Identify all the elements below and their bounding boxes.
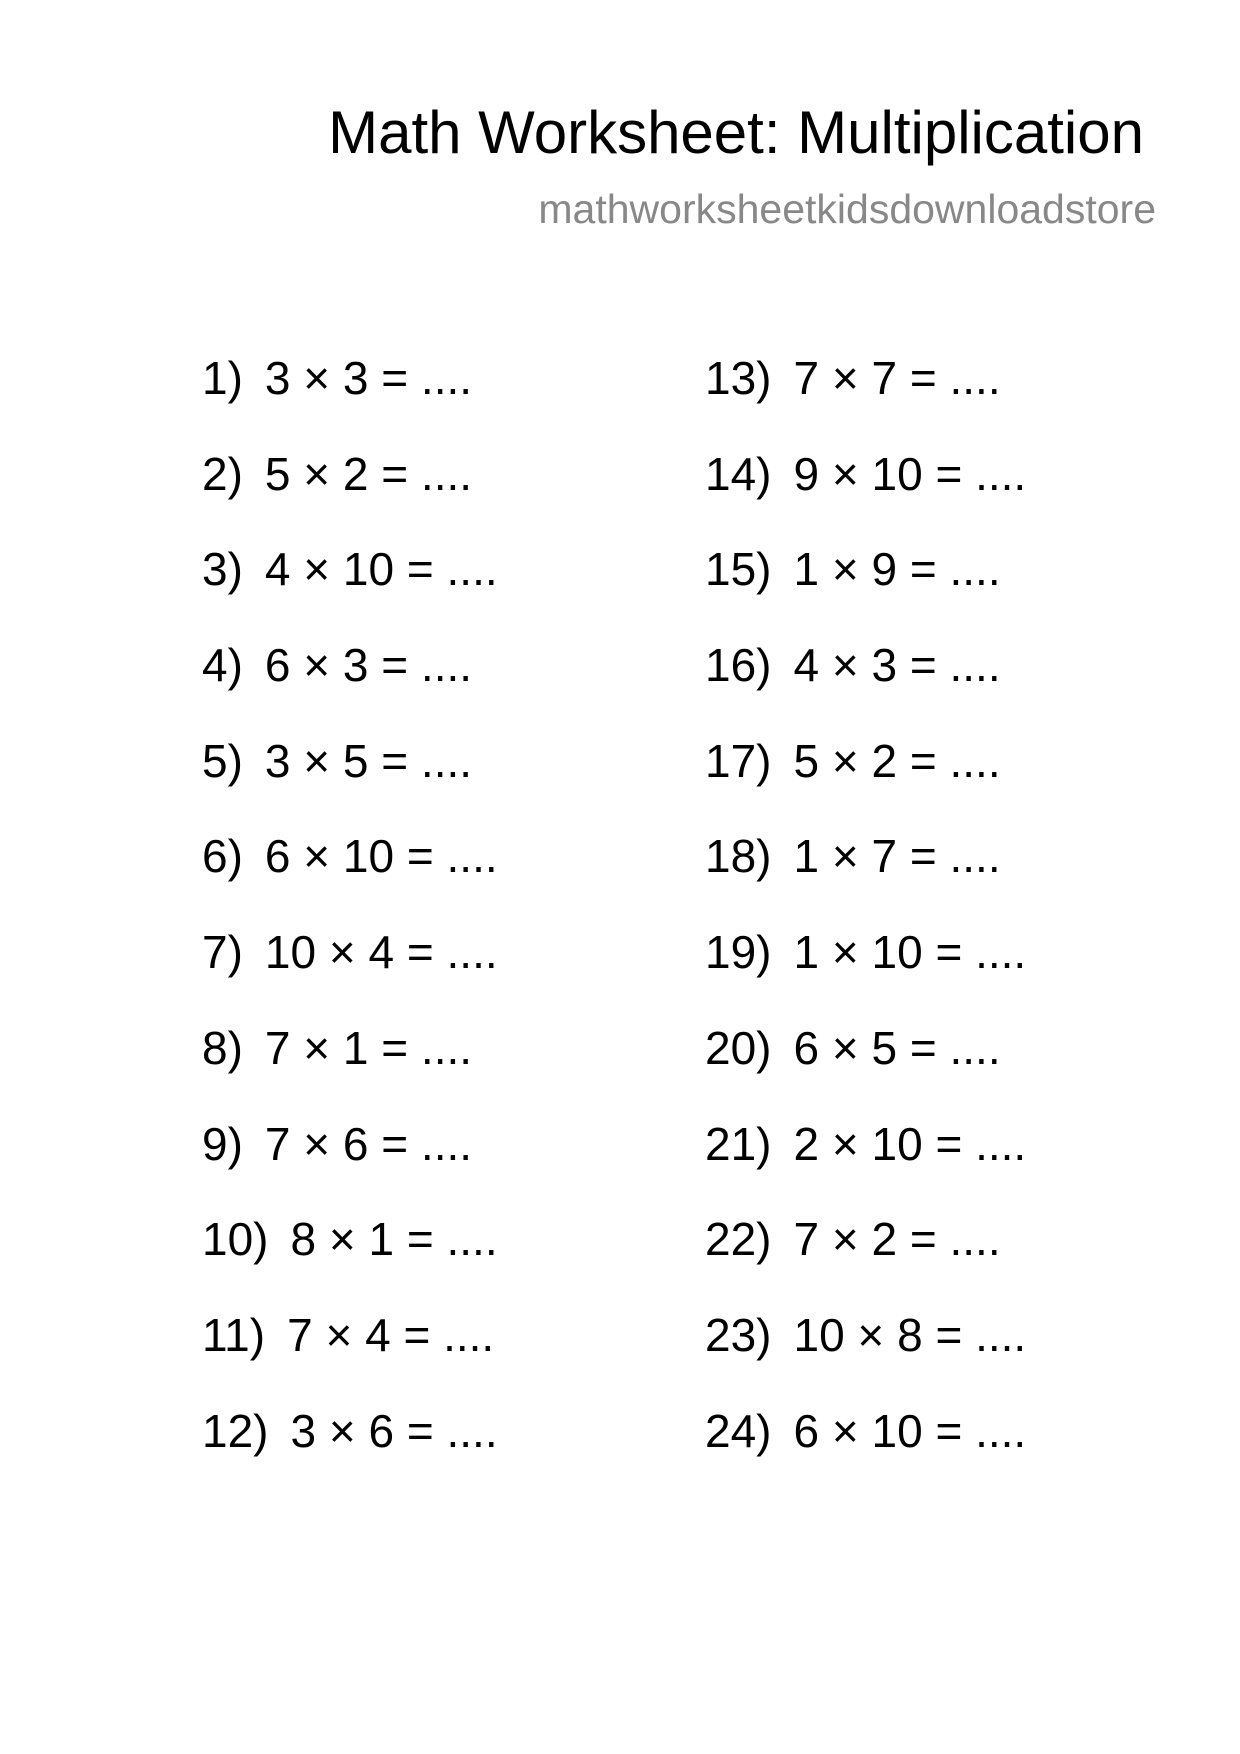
problem-item [705,635,1026,731]
problem-expression: 4 × 3 = .... [793,639,1001,692]
problem-item [705,922,1026,1018]
problem-number: 17) [705,734,772,787]
problem-item [202,444,498,540]
problem-number: 19) [705,926,772,979]
problem-item [705,444,1026,540]
problem-item [705,731,1026,827]
problem-expression: 10 × 4 = .... [264,926,498,979]
problem-item [202,1209,498,1305]
problem-expression: 1 × 7 = .... [793,830,1001,883]
problem-item [202,1114,498,1210]
problem-number: 8) [202,1021,243,1074]
problem-number: 3) [202,543,243,596]
problem-item [202,1305,498,1401]
problem-item [202,539,498,635]
problem-number: 12) [202,1404,269,1457]
problem-number: 6) [202,830,243,883]
problem-number: 20) [705,1021,772,1074]
problem-item [705,1401,1026,1497]
problem-expression: 9 × 10 = .... [793,447,1027,500]
problem-number: 16) [705,639,772,692]
problem-number: 1) [202,352,243,404]
problem-number: 4) [202,639,243,692]
problem-item [705,1018,1026,1114]
problem-item [705,1114,1026,1210]
problem-expression: 7 × 6 = .... [264,1117,473,1170]
problem-item [705,1209,1026,1305]
problem-expression: 1 × 9 = .... [793,543,1001,596]
problem-number: 14) [705,447,772,500]
worksheet-subtitle: mathworksheetkidsdownloadstore [538,186,1156,232]
problems-left-column [202,348,498,1496]
problem-item [202,1018,498,1114]
problem-expression: 6 × 5 = .... [793,1021,1001,1074]
problem-item [202,922,498,1018]
problem-item [202,348,498,444]
worksheet-title: Math Worksheet: Multiplication [328,99,1144,166]
problem-number: 15) [705,543,772,596]
problem-expression: 7 × 2 = .... [793,1213,1001,1266]
problem-expression: 6 × 3 = .... [264,639,473,692]
problem-number: 9) [202,1117,243,1170]
problem-item [202,1401,498,1497]
problem-number: 5) [202,734,243,787]
problem-item [202,635,498,731]
problem-expression: 8 × 1 = .... [290,1213,498,1266]
problem-item [202,826,498,922]
problems-right-column [705,348,1026,1496]
problem-number: 21) [705,1117,772,1170]
problem-number: 18) [705,830,772,883]
problem-item [705,539,1026,635]
problem-number: 7) [202,926,243,979]
problem-expression: 10 × 8 = .... [793,1308,1027,1361]
problem-expression: 3 × 5 = .... [264,734,473,787]
problem-expression: 1 × 10 = .... [793,926,1027,979]
problem-expression: 4 × 10 = .... [264,543,498,596]
problem-item [705,1305,1026,1401]
problem-item [705,348,1026,444]
problem-expression: 5 × 2 = .... [264,447,473,500]
problem-number: 2) [202,447,243,500]
problem-number: 13) [705,352,772,404]
problem-number: 10) [202,1213,269,1266]
problem-expression: 3 × 6 = .... [290,1404,498,1457]
problem-number: 22) [705,1213,772,1266]
problem-number: 11) [202,1308,266,1361]
problem-expression: 2 × 10 = .... [793,1117,1027,1170]
problem-expression: 6 × 10 = .... [793,1404,1027,1457]
problem-number: 23) [705,1308,772,1361]
problem-expression: 7 × 1 = .... [264,1021,473,1074]
problem-number: 24) [705,1404,772,1457]
problem-expression: 5 × 2 = .... [793,734,1001,787]
problem-expression: 7 × 4 = .... [287,1308,495,1361]
problem-item [202,731,498,827]
problem-item [705,826,1026,922]
problem-expression: 6 × 10 = .... [264,830,498,883]
problem-expression: 3 × 3 = .... [264,352,473,404]
problem-expression: 7 × 7 = .... [793,352,1001,404]
